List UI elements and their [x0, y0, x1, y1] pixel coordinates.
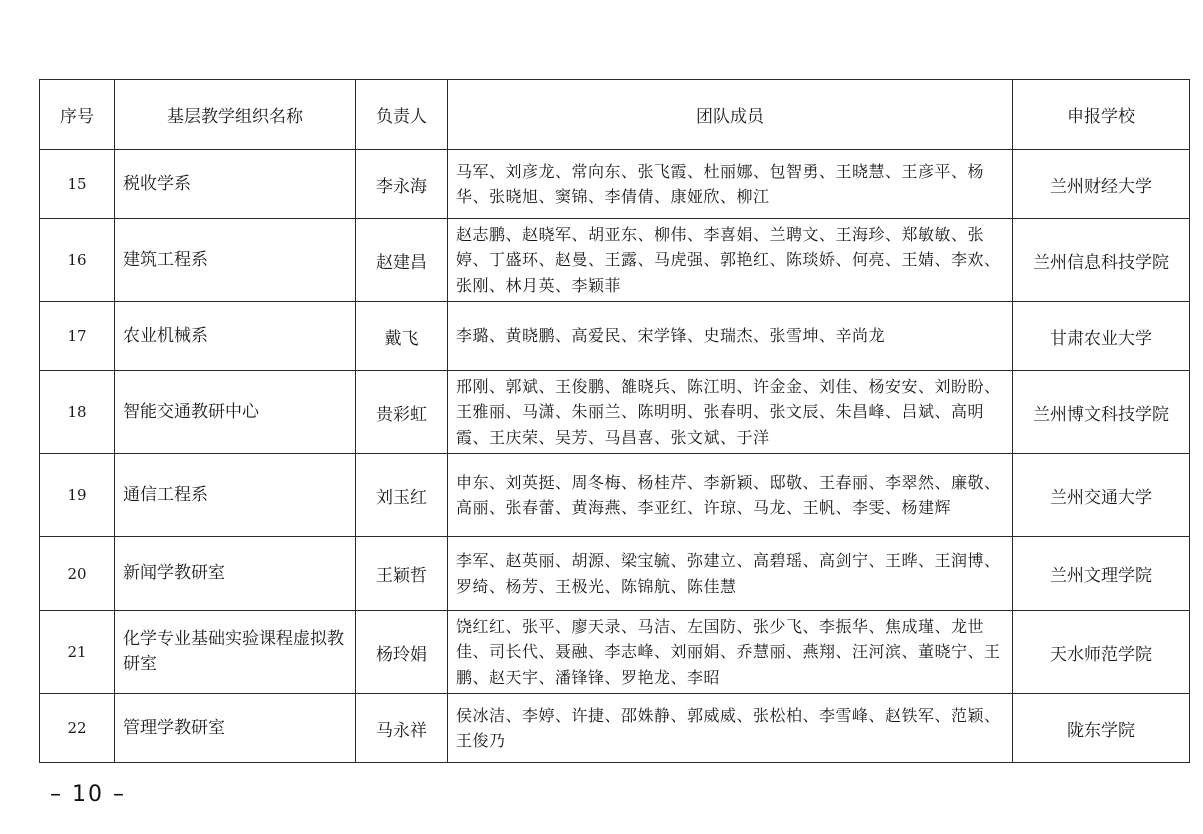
table-row: [40, 694, 1190, 763]
row-lead: 马永祥: [356, 694, 448, 763]
row-members: 李军、赵英丽、胡源、梁宝毓、弥建立、高碧瑶、高剑宁、王晔、王润博、罗绮、杨芳、王极光、陈锦航、陈佳慧: [448, 537, 1013, 611]
row-index: 19: [40, 454, 115, 537]
row-lead: 刘玉红: [356, 454, 448, 537]
row-index: 16: [40, 219, 115, 302]
row-index: 20: [40, 537, 115, 611]
row-org-name: 建筑工程系: [115, 219, 356, 302]
row-members: 申东、刘英挺、周冬梅、杨桂芹、李新颖、邸敬、王春丽、李翠然、廉敬、高丽、张春蕾、黄海燕、李亚红、许琼、马龙、王帆、李雯、杨建辉: [448, 454, 1013, 537]
row-members: 邢刚、郭斌、王俊鹏、雒晓兵、陈江明、许金金、刘佳、杨安安、刘盼盼、王雅丽、马潇、朱丽兰、陈明明、张春明、张文辰、朱昌峰、吕斌、高明霞、王庆荣、吴芳、马昌喜、张文斌、于洋: [448, 371, 1013, 454]
row-org-name: 新闻学教研室: [115, 537, 356, 611]
header-school: 申报学校: [1013, 80, 1190, 150]
row-index: 15: [40, 150, 115, 219]
row-school: 天水师范学院: [1013, 611, 1190, 694]
row-org-name: 税收学系: [115, 150, 356, 219]
row-members: 侯冰洁、李婷、许捷、邵姝静、郭威威、张松柏、李雪峰、赵铁军、范颖、王俊乃: [448, 694, 1013, 763]
row-members: 马军、刘彦龙、常向东、张飞霞、杜丽娜、包智勇、王晓慧、王彦平、杨华、张晓旭、窦锦、李倩倩、康娅欣、柳江: [448, 150, 1013, 219]
row-school: 陇东学院: [1013, 694, 1190, 763]
header-lead: 负责人: [356, 80, 448, 150]
row-lead: 李永海: [356, 150, 448, 219]
row-school: 兰州财经大学: [1013, 150, 1190, 219]
table-row: [40, 371, 1190, 454]
table-row: [40, 150, 1190, 219]
table-row: [40, 611, 1190, 694]
row-lead: 杨玲娟: [356, 611, 448, 694]
team-roster-table: [39, 79, 1190, 763]
row-org-name: 管理学教研室: [115, 694, 356, 763]
table-row: [40, 454, 1190, 537]
row-index: 18: [40, 371, 115, 454]
row-index: 17: [40, 302, 115, 371]
row-school: 兰州博文科技学院: [1013, 371, 1190, 454]
table-row: [40, 219, 1190, 302]
table-row: [40, 302, 1190, 371]
row-lead: 王颖哲: [356, 537, 448, 611]
header-members: 团队成员: [448, 80, 1013, 150]
row-school: 兰州文理学院: [1013, 537, 1190, 611]
row-members: 李璐、黄晓鹏、高爱民、宋学锋、史瑞杰、张雪坤、辛尚龙: [448, 302, 1013, 371]
row-lead: 戴飞: [356, 302, 448, 371]
row-school: 甘肃农业大学: [1013, 302, 1190, 371]
row-lead: 赵建昌: [356, 219, 448, 302]
header-org-name: 基层教学组织名称: [115, 80, 356, 150]
row-org-name: 化学专业基础实验课程虚拟教研室: [115, 611, 356, 694]
row-members: 饶红红、张平、廖天录、马洁、左国防、张少飞、李振华、焦成瑾、龙世佳、司长代、聂融、李志峰、刘丽娟、乔慧丽、燕翔、汪河滨、董晓宁、王鹏、赵天宇、潘锋锋、罗艳龙、李昭: [448, 611, 1013, 694]
row-org-name: 通信工程系: [115, 454, 356, 537]
row-members: 赵志鹏、赵晓军、胡亚东、柳伟、李喜娟、兰聘文、王海珍、郑敏敏、张婷、丁盛环、赵曼、王露、马虎强、郭艳红、陈琰娇、何亮、王婧、李欢、张刚、林月英、李颖菲: [448, 219, 1013, 302]
table-row: [40, 537, 1190, 611]
row-school: 兰州交通大学: [1013, 454, 1190, 537]
row-index: 21: [40, 611, 115, 694]
row-index: 22: [40, 694, 115, 763]
row-lead: 贵彩虹: [356, 371, 448, 454]
table-header-row: [40, 80, 1190, 150]
page-number: – 10 –: [50, 782, 126, 807]
row-org-name: 智能交通教研中心: [115, 371, 356, 454]
row-school: 兰州信息科技学院: [1013, 219, 1190, 302]
header-index: 序号: [40, 80, 115, 150]
row-org-name: 农业机械系: [115, 302, 356, 371]
